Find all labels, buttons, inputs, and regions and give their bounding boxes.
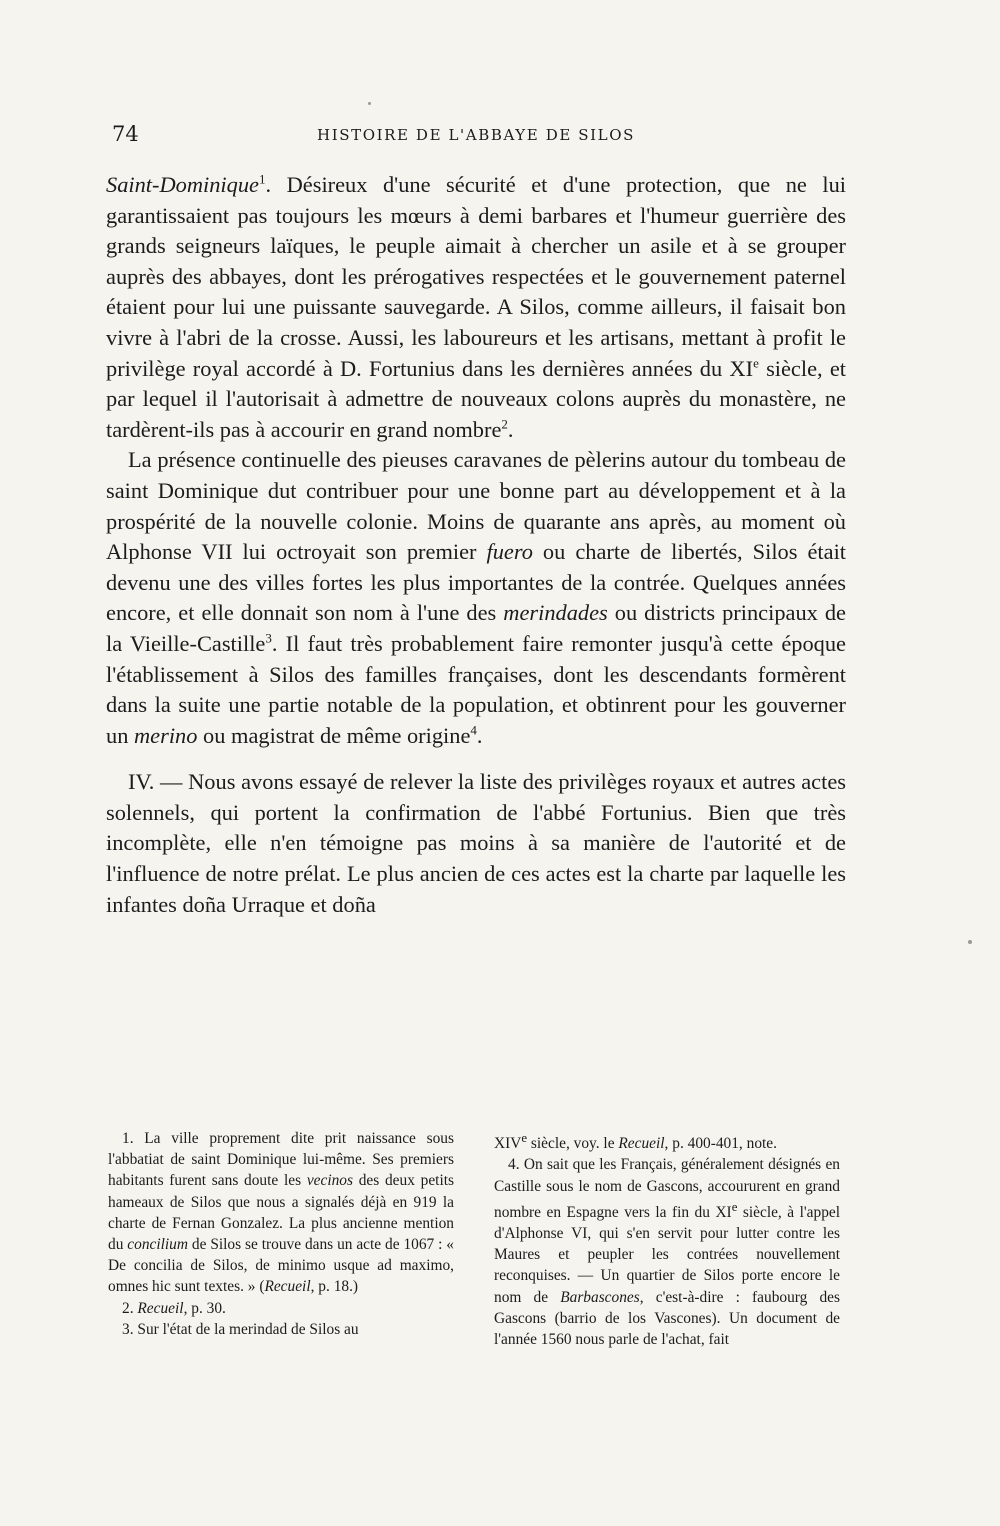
footnote-2 [108,1298,454,1319]
footnote-2-number: 2. [122,1299,134,1317]
footnote-3-number: 3. [122,1320,134,1338]
footnote-4 [494,1154,840,1350]
footnote-2-italic-recueil: Recueil [137,1299,184,1317]
footnote-1-text-d: , p. 18.) [310,1278,359,1296]
paper-speck [968,940,972,944]
paragraph-2-text-e: ou magistrat de même origine [197,722,471,748]
footnote-ref-2: 2 [501,416,508,432]
footnote-1-italic-vecinos: vecinos [306,1172,353,1190]
italic-fuero: fuero [486,539,533,565]
italic-merino: merino [134,722,198,748]
footnote-4-superscript: e [731,1199,738,1214]
footnote-1-text-c: de Silos se trouve dans un acte de 1067 : « De concilia de Silos, de minimo usque ad maximo, omnes hic sunt textes. » ( [108,1236,454,1296]
century-superscript: e [753,355,759,371]
footnotes [108,1128,840,1410]
footnote-1-text-a: La ville proprement dite prit naissance sous l'abbatiat de saint Dominique lui-même. Ses premiers habitants furent sans doute les [108,1130,454,1190]
footnote-ref-4: 4 [470,722,477,738]
footnote-1-italic-recueil: Recueil [264,1278,311,1296]
main-text [106,170,846,920]
footnote-3-cont-b: siècle, voy. le [527,1135,619,1153]
footnote-3-cont-a: XIV [494,1135,522,1153]
footnote-4-text-a: On sait que les Français, généralement désignés en Castille sous le nom de Gascons, accoururent en grand nombre en Espagne vers la fin du XI [494,1156,840,1221]
footnote-4-italic-barbascones: Barbascones [560,1288,640,1306]
footnote-ref-3: 3 [265,630,272,646]
footnote-2-text: , p. 30. [183,1299,226,1317]
footnote-3-cont-italic-recueil: Recueil [618,1135,665,1153]
page-header [112,122,840,152]
footnote-1-text-b: des deux petits hameaux de Silos que nous a signalés déjà en 919 la charte de Fernan Gonzalez. La plus ancienne mention du [108,1172,454,1254]
running-head: HISTOIRE DE L'ABBAYE DE SILOS [317,126,635,144]
paragraph-3-section-iv: IV. — Nous avons essayé de relever la liste des privilèges royaux et autres actes solennels, qui portent la confirmation de l'abbé Fortunius. Bien que très incomplète, elle n'en témoigne pas moins à sa manière de l'autorité et de l'influence de notre prélat. Le plus ancien de ces actes est la charte par laquelle les infantes doña Urraque et doña [106,769,846,917]
footnote-1-italic-concilium: concilium [127,1236,188,1254]
paragraph-2-text-b: ou charte de libertés, Silos était devenu une des villes fortes les plus importantes de la contrée. Quelques années encore, et elle donnait son nom à l'une des [106,539,847,626]
paragraph-2 [106,445,846,751]
footnote-ref-1: 1 [259,171,266,187]
footnote-3 [108,1319,454,1340]
footnote-3-cont-superscript: e [521,1131,528,1145]
footnote-3-text: Sur l'état de la merindad de Silos au [133,1320,359,1338]
footnote-1-number: 1. [122,1130,134,1147]
footnotes-right-column [494,1128,840,1410]
italic-merindades: merindades [503,600,608,626]
paragraph-2-text-f: . [476,722,483,748]
footnote-3-cont-c: , p. 400-401, note. [664,1135,777,1153]
footnote-1 [108,1128,454,1298]
paper-speck [368,102,371,105]
paragraph-1-text-b: siècle, et par lequel il l'autorisait à admettre de nouveaux colons auprès du monastère, ne tardèrent-ils pas à accourir en grand nombre [106,355,847,442]
footnote-4-text-c: , c'est-à-dire : faubourg des Gascons (barrio de los Vascones). Un document de l'année 1560 nous parle de l'achat, fait [494,1288,840,1349]
paragraph-2-text-d: . Il faut très probablement faire remonter jusqu'à cette époque l'établissement à Silos des familles françaises, dont les descendants formèrent dans la suite une partie notable de la population, et obtinrent pour les gouverner un [106,630,846,748]
footnote-4-number: 4. [508,1156,520,1174]
italic-saint-dominique: Saint-Dominique [106,172,259,197]
paragraph-2-text-a: La présence continuelle des pieuses caravanes de pèlerins autour du tombeau de saint Dominique dut contribuer pour une bonne part au développement et à la prospérité de la nouvelle colonie. Moins de quarante ans après, au moment où Alphonse VII lui octroyait son premier [106,447,846,565]
footnote-4-text-b: siècle, à l'appel d'Alphonse VI, qui s'en servit pour lutter contre les Maures et peupler les contrées nouvellement reconquises. — Un quartier de Silos porte encore le nom de [494,1203,840,1306]
paragraph-1-text-c: . [507,416,514,442]
paragraph-1-text-a: . Désireux d'une sécurité et d'une protection, que ne lui garantissaient pas toujours les mœurs à demi barbares et l'humeur guerrière des grands seigneurs laïques, le peuple aimait à chercher un asile et à se grouper auprès des abbayes, dont les prérogatives respectées et le gouvernement paternel étaient pour lui une puissante sauvegarde. A Silos, comme ailleurs, il faisait bon vivre à l'abri de la crosse. Aussi, les laboureurs et les artisans, mettant à profit le privilège royal accordé à D. Fortunius dans les dernières années du XI [106,172,846,381]
page-number: 74 [112,122,139,146]
paragraph-2-text-c: ou districts principaux de la Vieille-Castille [106,600,846,656]
footnotes-left-column [108,1128,454,1410]
footnote-3-continuation [494,1128,840,1154]
paragraph-1 [106,170,846,445]
